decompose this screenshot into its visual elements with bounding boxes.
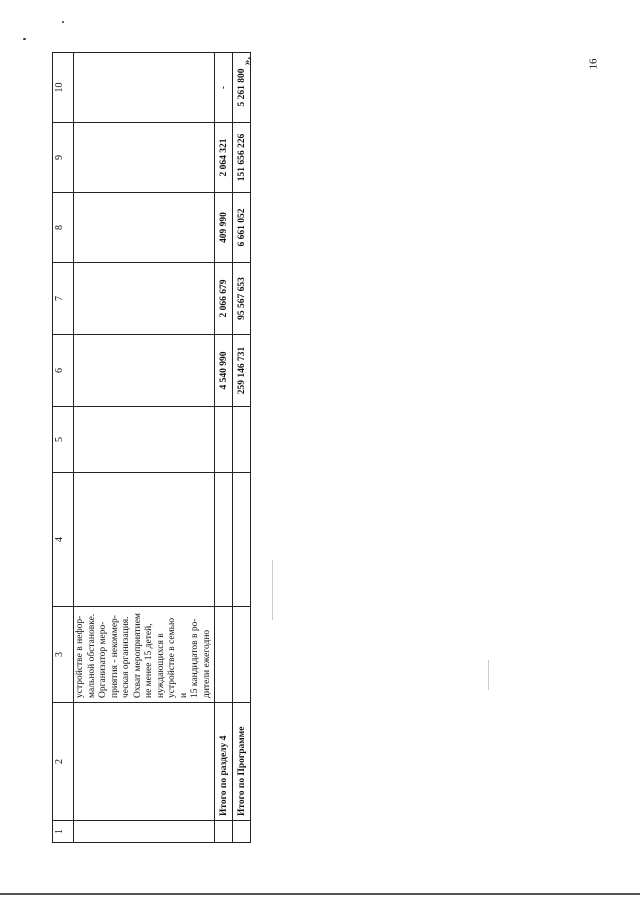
cell-value: 409 990: [215, 193, 233, 263]
cell-value: 5 261 800: [233, 53, 251, 123]
cell-value: 2 064 321: [215, 123, 233, 193]
cell-value: -: [215, 53, 233, 123]
table-row: [74, 53, 215, 843]
subtotal-row: [215, 53, 233, 843]
scan-speck: [23, 38, 26, 40]
row-label: Итого по Программе: [233, 703, 251, 821]
cell-value: 4 540 990: [215, 335, 233, 407]
scan-edge-line: [0, 893, 640, 895]
cell-value: 6 661 052: [233, 193, 251, 263]
measure-description: устройстве в нефор- мальной обстановке. Организатор меро- приятия - некоммер- ческая организация. Охват мероприятием не менее 15 детей, нуждающихся в устройстве в семью и 15 кандидатов в ро- дители ежегодно: [74, 607, 215, 703]
rotated-table-container: [52, 53, 247, 843]
cell-value: 2 066 679: [215, 263, 233, 335]
col-header: 10: [53, 53, 74, 123]
col-header: 4: [53, 473, 74, 607]
scan-speck: [62, 21, 64, 23]
cell-value: 259 146 731: [233, 335, 251, 407]
col-header: 6: [53, 335, 74, 407]
cell-value: 95 567 653: [233, 263, 251, 335]
page-number: 16: [587, 58, 600, 70]
col-header: 9: [53, 123, 74, 193]
col-header: 7: [53, 263, 74, 335]
total-row: [233, 53, 251, 843]
budget-table: [52, 52, 254, 843]
scan-artifact: [488, 660, 489, 690]
row-label: Итого по разделу 4: [215, 703, 233, 821]
col-header: 8: [53, 193, 74, 263]
col-header: 3: [53, 607, 74, 703]
col-header: 5: [53, 407, 74, 473]
cell-value: 151 656 226: [233, 123, 251, 193]
column-number-row: [53, 53, 74, 843]
scan-artifact: [272, 560, 273, 620]
closing-quote: ».: [241, 56, 254, 66]
col-header: 2: [53, 703, 74, 821]
col-header: 1: [53, 821, 74, 843]
